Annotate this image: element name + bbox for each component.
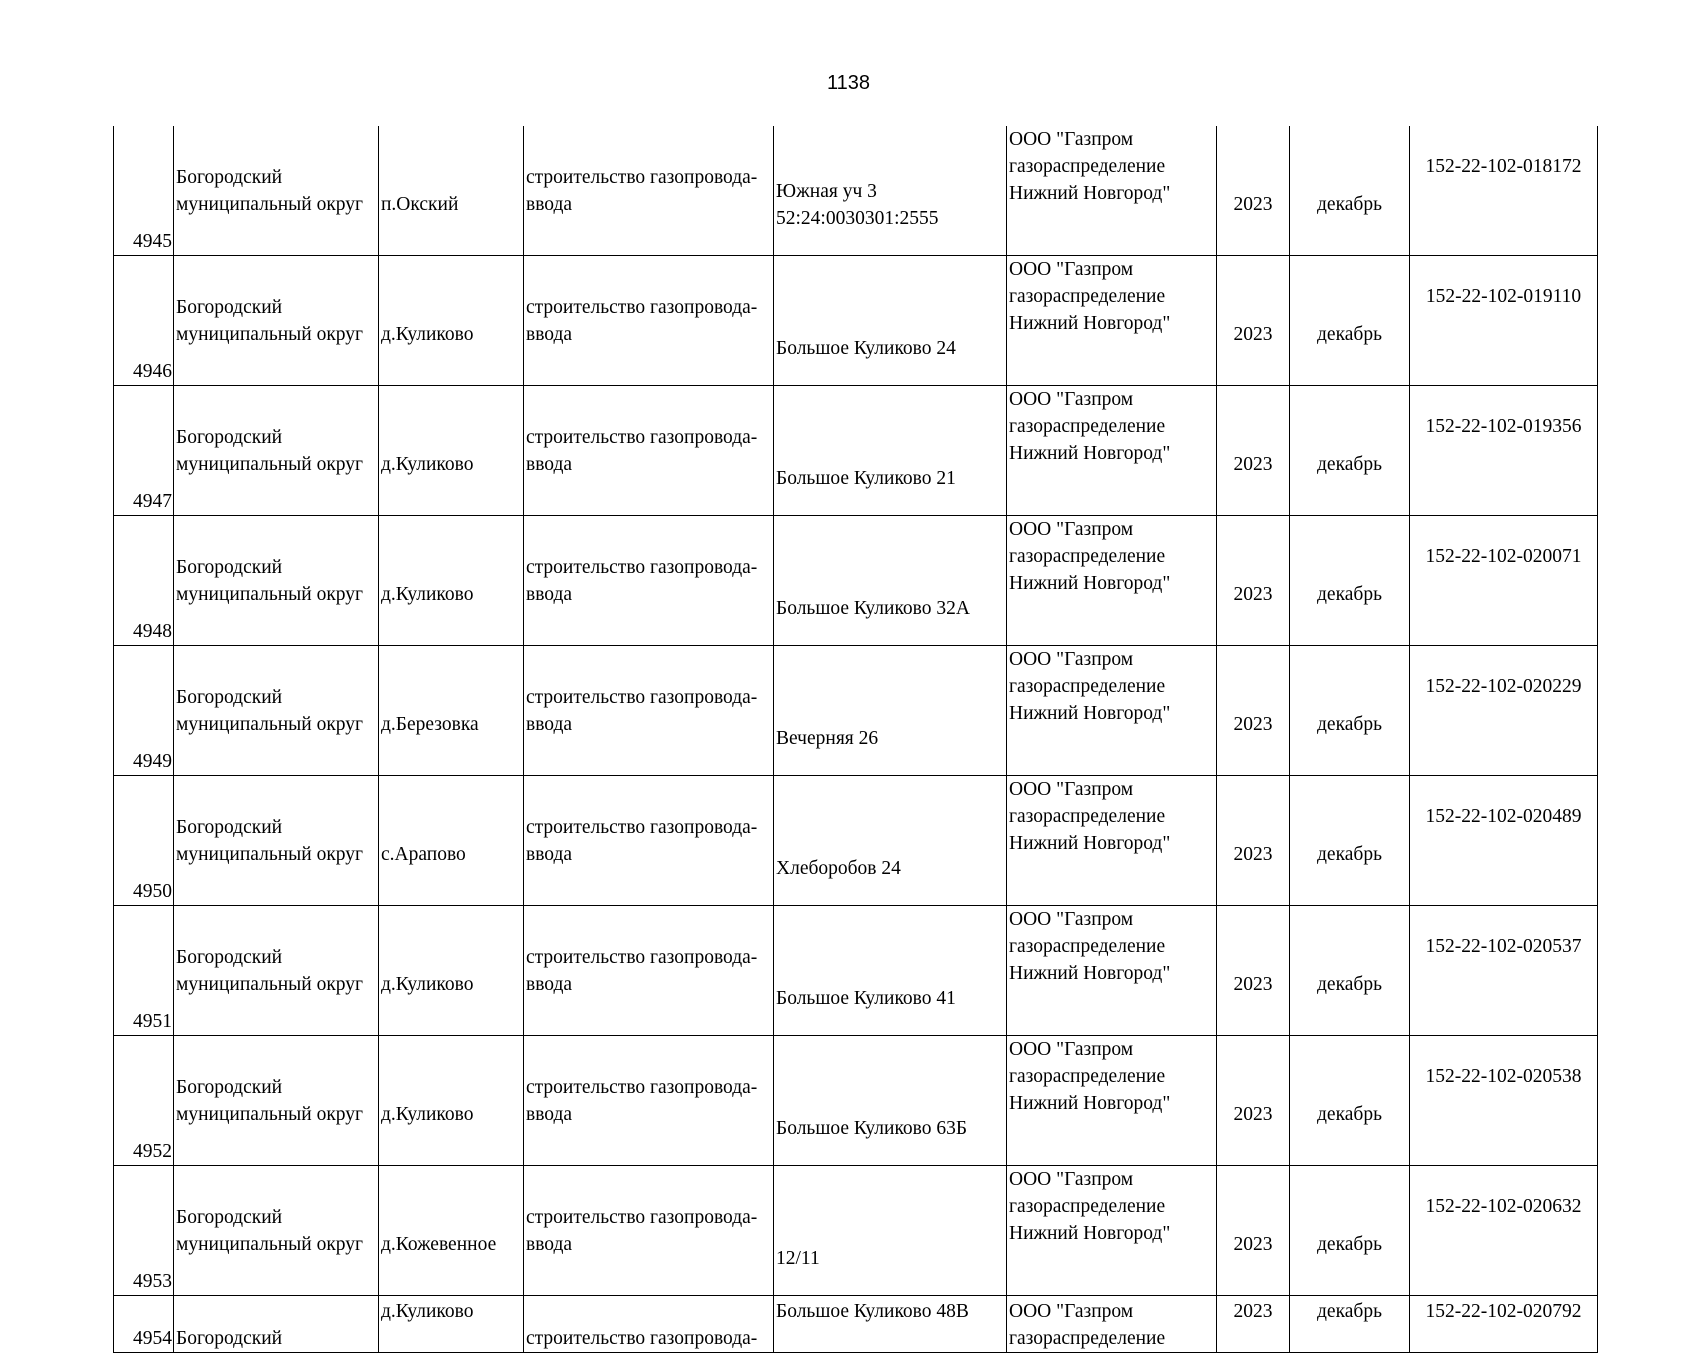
code-cell: 152-22-102-020538 (1410, 1036, 1598, 1166)
district-cell-line: Богородский (176, 946, 283, 968)
address-cell (774, 906, 1007, 1036)
district-cell (174, 386, 379, 516)
table-row (114, 126, 1598, 256)
work-type-cell (524, 646, 774, 776)
organization-cell-line: Нижний Новгород" (1009, 1223, 1171, 1244)
work-type-cell: строительство газопровода- (524, 1296, 774, 1353)
code-cell: 152-22-102-019356 (1410, 386, 1598, 516)
table-row (114, 386, 1598, 516)
month-cell: декабрь (1290, 1296, 1410, 1353)
code-cell: 152-22-102-020632 (1410, 1166, 1598, 1296)
address-cell (774, 386, 1007, 516)
district-cell: Богородский (174, 1296, 379, 1353)
locality-cell: д.Куликово (379, 1296, 524, 1353)
organization-cell-line: газораспределение (1009, 416, 1166, 437)
organization-cell-line: газораспределение (1009, 936, 1166, 957)
district-cell-line: Богородский (176, 686, 283, 708)
table-row (114, 256, 1598, 386)
year-cell: 2023 (1217, 776, 1290, 906)
address-cell-line: Большое Куликово 21 (776, 467, 956, 489)
district-cell-line: муниципальный округ (176, 843, 364, 865)
address-cell-line (776, 1088, 1004, 1115)
month-cell: декабрь (1290, 256, 1410, 386)
work-type-cell-line: ввода (526, 453, 573, 475)
organization-cell-line: Нижний Новгород" (1009, 833, 1171, 854)
organization-cell-line: газораспределение (1009, 1066, 1166, 1087)
work-type-cell-line: ввода (526, 713, 573, 735)
month-cell: декабрь (1290, 646, 1410, 776)
organization-cell (1007, 1166, 1217, 1296)
work-type-cell-line: ввода (526, 193, 573, 215)
organization-cell (1007, 256, 1217, 386)
locality-cell: д.Березовка (379, 646, 524, 776)
locality-cell: д.Куликово (379, 516, 524, 646)
district-cell-line: муниципальный округ (176, 453, 364, 475)
organization-cell-line: ООО "Газпром (1009, 259, 1134, 280)
row-number-cell: 4947 (114, 386, 174, 516)
row-number-cell: 4952 (114, 1036, 174, 1166)
address-cell-line: Большое Куликово 63Б (776, 1117, 968, 1139)
organization-cell-line: Нижний Новгород" (1009, 313, 1171, 334)
work-type-cell-line: ввода (526, 843, 573, 865)
address-cell (774, 1166, 1007, 1296)
work-type-cell-line: строительство газопровода- (526, 1206, 758, 1228)
gas-connection-table (113, 126, 1598, 1353)
organization-cell (1007, 386, 1217, 516)
organization-cell-line: газораспределение (1009, 286, 1166, 307)
organization-cell (1007, 516, 1217, 646)
work-type-cell (524, 776, 774, 906)
work-type-cell (524, 516, 774, 646)
month-cell: декабрь (1290, 1166, 1410, 1296)
district-cell-line: муниципальный округ (176, 193, 364, 215)
district-cell-line: Богородский (176, 166, 283, 188)
table-row (114, 1166, 1598, 1296)
work-type-cell-line: строительство газопровода- (526, 816, 758, 838)
district-cell-line: муниципальный округ (176, 1103, 364, 1125)
row-number-cell: 4949 (114, 646, 174, 776)
code-cell: 152-22-102-020792 (1410, 1296, 1598, 1353)
row-number-cell: 4953 (114, 1166, 174, 1296)
address-cell: Большое Куликово 48В (774, 1296, 1007, 1353)
row-number-cell: 4946 (114, 256, 174, 386)
locality-cell: д.Куликово (379, 386, 524, 516)
work-type-cell-line: строительство газопровода- (526, 296, 758, 318)
work-type-cell (524, 256, 774, 386)
district-cell (174, 1036, 379, 1166)
address-cell-line: Большое Куликово 32А (776, 597, 970, 619)
district-cell (174, 516, 379, 646)
organization-cell (1007, 776, 1217, 906)
address-cell-line (776, 308, 1004, 335)
row-number-cell: 4950 (114, 776, 174, 906)
work-type-cell-line: ввода (526, 973, 573, 995)
organization-cell-line: ООО "Газпром (1009, 909, 1134, 930)
work-type-cell-line: строительство газопровода- (526, 166, 758, 188)
district-cell-line: муниципальный округ (176, 713, 364, 735)
year-cell: 2023 (1217, 126, 1290, 256)
locality-cell: д.Куликово (379, 256, 524, 386)
district-cell (174, 256, 379, 386)
work-type-cell-line: ввода (526, 1233, 573, 1255)
work-type-cell-line: строительство газопровода- (526, 946, 758, 968)
month-cell: декабрь (1290, 126, 1410, 256)
year-cell: 2023 (1217, 1296, 1290, 1353)
district-cell (174, 646, 379, 776)
district-cell-line: муниципальный округ (176, 973, 364, 995)
locality-cell: д.Кожевенное (379, 1166, 524, 1296)
table-row (114, 516, 1598, 646)
organization-cell-line: ООО "Газпром (1009, 1039, 1134, 1060)
address-cell (774, 646, 1007, 776)
address-cell-line (776, 828, 1004, 855)
district-cell-line: Богородский (176, 1076, 283, 1098)
work-type-cell-line: строительство газопровода- (526, 686, 758, 708)
organization-cell-line: Нижний Новгород" (1009, 703, 1171, 724)
address-cell (774, 126, 1007, 256)
district-cell (174, 776, 379, 906)
organization-cell-line: Нижний Новгород" (1009, 183, 1171, 204)
organization-cell-line: газораспределение (1009, 546, 1166, 567)
table-row (114, 906, 1598, 1036)
organization-cell-line: ООО "Газпром (1009, 649, 1134, 670)
organization-cell-line: ООО "Газпром (1009, 1301, 1134, 1322)
code-cell: 152-22-102-018172 (1410, 126, 1598, 256)
row-number-cell: 4948 (114, 516, 174, 646)
address-cell-line (776, 1218, 1004, 1245)
month-cell: декабрь (1290, 1036, 1410, 1166)
page-number: 1138 (826, 72, 870, 94)
address-cell (774, 776, 1007, 906)
row-number-cell: 4945 (114, 126, 174, 256)
organization-cell-line: газораспределение (1009, 1196, 1166, 1217)
district-cell-line: Богородский (176, 816, 283, 838)
district-cell-line: Богородский (176, 426, 283, 448)
organization-cell-line: ООО "Газпром (1009, 1169, 1134, 1190)
address-cell-line: 12/11 (776, 1247, 820, 1269)
organization-cell-line: ООО "Газпром (1009, 779, 1134, 800)
organization-cell-line: Нижний Новгород" (1009, 443, 1171, 464)
month-cell: декабрь (1290, 386, 1410, 516)
work-type-cell (524, 386, 774, 516)
table-row (114, 776, 1598, 906)
table-row (114, 1036, 1598, 1166)
organization-cell-line: Нижний Новгород" (1009, 1093, 1171, 1114)
district-cell-line: Богородский (176, 1206, 283, 1228)
work-type-cell-line: строительство газопровода- (526, 426, 758, 448)
row-number-cell: 4951 (114, 906, 174, 1036)
locality-cell: п.Окский (379, 126, 524, 256)
address-cell-line (776, 698, 1004, 725)
year-cell: 2023 (1217, 906, 1290, 1036)
organization-cell (1007, 126, 1217, 256)
code-cell: 152-22-102-020537 (1410, 906, 1598, 1036)
row-number-cell: 4954 (114, 1296, 174, 1353)
address-cell-line (776, 568, 1004, 595)
address-cell-line: 52:24:0030301:2555 (776, 207, 939, 229)
address-cell-line (776, 438, 1004, 465)
district-cell-line: Богородский (176, 296, 283, 318)
district-cell-line: муниципальный округ (176, 323, 364, 345)
month-cell: декабрь (1290, 906, 1410, 1036)
organization-cell-line: Нижний Новгород" (1009, 573, 1171, 594)
work-type-cell-line: ввода (526, 1103, 573, 1125)
address-cell-line: Большое Куликово 24 (776, 337, 956, 359)
address-cell-line: Большое Куликово 41 (776, 987, 956, 1009)
table-row (114, 1296, 1598, 1353)
year-cell: 2023 (1217, 516, 1290, 646)
address-cell (774, 256, 1007, 386)
code-cell: 152-22-102-019110 (1410, 256, 1598, 386)
district-cell (174, 1166, 379, 1296)
work-type-cell-line: строительство газопровода- (526, 1076, 758, 1098)
organization-cell (1007, 906, 1217, 1036)
organization-cell (1007, 1296, 1217, 1353)
district-cell (174, 126, 379, 256)
district-cell-line: муниципальный округ (176, 1233, 364, 1255)
organization-cell (1007, 1036, 1217, 1166)
address-cell (774, 1036, 1007, 1166)
locality-cell: д.Куликово (379, 1036, 524, 1166)
table-body (114, 126, 1598, 1353)
district-cell-line: Богородский (176, 556, 283, 578)
organization-cell (1007, 646, 1217, 776)
month-cell: декабрь (1290, 516, 1410, 646)
address-cell-line (776, 958, 1004, 985)
organization-cell-line: ООО "Газпром (1009, 389, 1134, 410)
organization-cell-line: ООО "Газпром (1009, 129, 1134, 150)
district-cell-line: муниципальный округ (176, 583, 364, 605)
year-cell: 2023 (1217, 1036, 1290, 1166)
work-type-cell-line: строительство газопровода- (526, 556, 758, 578)
locality-cell: д.Куликово (379, 906, 524, 1036)
locality-cell: с.Арапово (379, 776, 524, 906)
organization-cell-line: газораспределение (1009, 1328, 1166, 1349)
year-cell: 2023 (1217, 1166, 1290, 1296)
month-cell: декабрь (1290, 776, 1410, 906)
year-cell: 2023 (1217, 646, 1290, 776)
district-cell (174, 906, 379, 1036)
address-cell-line: Вечерняя 26 (776, 727, 879, 749)
code-cell: 152-22-102-020071 (1410, 516, 1598, 646)
address-cell-line: Южная уч 3 (776, 180, 877, 202)
code-cell: 152-22-102-020489 (1410, 776, 1598, 906)
code-cell: 152-22-102-020229 (1410, 646, 1598, 776)
work-type-cell (524, 1166, 774, 1296)
table-row (114, 646, 1598, 776)
organization-cell-line: газораспределение (1009, 806, 1166, 827)
work-type-cell (524, 126, 774, 256)
year-cell: 2023 (1217, 386, 1290, 516)
work-type-cell (524, 1036, 774, 1166)
work-type-cell (524, 906, 774, 1036)
work-type-cell-line: ввода (526, 323, 573, 345)
organization-cell-line: Нижний Новгород" (1009, 963, 1171, 984)
address-cell (774, 516, 1007, 646)
organization-cell-line: газораспределение (1009, 156, 1166, 177)
organization-cell-line: ООО "Газпром (1009, 519, 1134, 540)
organization-cell-line: газораспределение (1009, 676, 1166, 697)
address-cell-line: Хлеборобов 24 (776, 857, 901, 879)
year-cell: 2023 (1217, 256, 1290, 386)
work-type-cell-line: ввода (526, 583, 573, 605)
